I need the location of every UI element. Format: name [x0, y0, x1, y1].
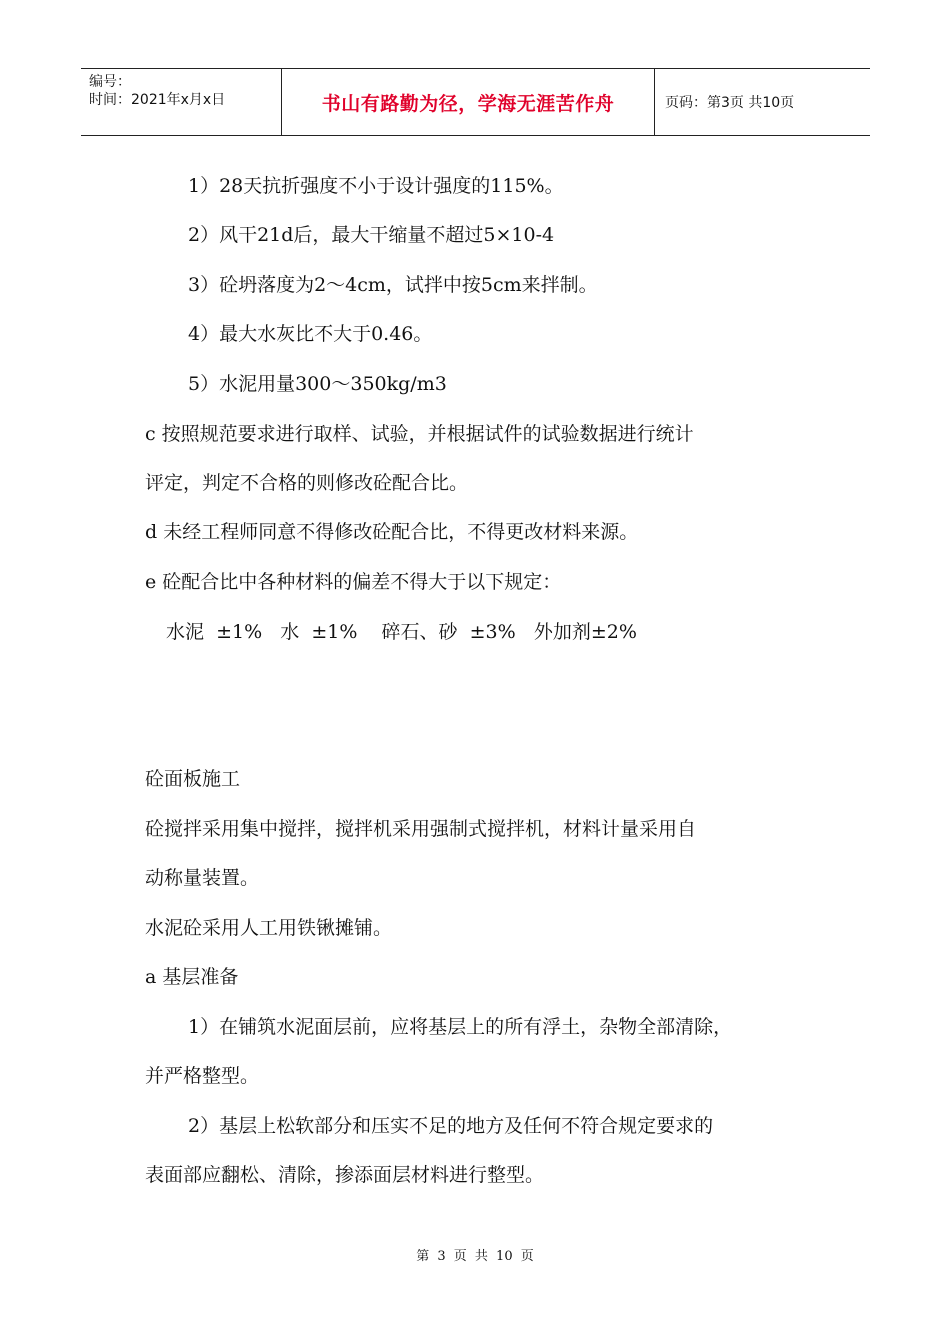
paragraph-d: d 未经工程师同意不得修改砼配合比，不得更改材料来源。 — [145, 521, 639, 543]
section-heading: 砼面板施工 — [145, 768, 241, 790]
paving-paragraph: 水泥砼采用人工用铁锹摊铺。 — [145, 917, 393, 939]
requirement-item-2: 2）风干21d后，最大干缩量不超过5×10-4 — [188, 224, 555, 246]
header-page-info: 页码：第3页 共10页 — [665, 95, 795, 111]
base-item-1-line-2: 并严格整型。 — [145, 1065, 260, 1087]
requirement-item-4: 4）最大水灰比不大于0.46。 — [188, 323, 433, 345]
requirement-item-1: 1）28天抗折强度不小于设计强度的115%。 — [188, 175, 564, 197]
document-number-label: 编号： — [89, 74, 131, 90]
paragraph-c-line-2: 评定，判定不合格的则修改砼配合比。 — [145, 472, 469, 494]
tolerance-line: 水泥 ±1% 水 ±1% 碎石、砂 ±3% 外加剂±2% — [166, 621, 637, 643]
document-date-label: 时间：2021年x月x日 — [89, 92, 226, 108]
mixing-paragraph-line-1: 砼搅拌采用集中搅拌，搅拌机采用强制式搅拌机，材料计量采用自 — [145, 818, 697, 840]
base-preparation-heading: a 基层准备 — [145, 966, 239, 988]
header-meta — [81, 69, 282, 135]
requirement-item-3: 3）砼坍落度为2～4cm，试拌中按5cm来拌制。 — [188, 274, 598, 296]
mixing-paragraph-line-2: 动称量装置。 — [145, 867, 260, 889]
page-header — [81, 68, 870, 136]
base-item-1-line-1: 1）在铺筑水泥面层前，应将基层上的所有浮土，杂物全部清除， — [188, 1016, 733, 1038]
requirement-item-5: 5）水泥用量300～350kg/m3 — [188, 373, 447, 395]
page-footer: 第 3 页 共 10 页 — [416, 1249, 534, 1264]
paragraph-c-line-1: c 按照规范要求进行取样、试验，并根据试件的试验数据进行统计 — [145, 423, 694, 445]
base-item-2-line-1: 2）基层上松软部分和压实不足的地方及任何不符合规定要求的 — [188, 1115, 714, 1137]
base-item-2-line-2: 表面部应翻松、清除，掺添面层材料进行整型。 — [145, 1164, 545, 1186]
paragraph-e: e 砼配合比中各种材料的偏差不得大于以下规定： — [145, 571, 562, 593]
header-motto: 书山有路勤为径，学海无涯苦作舟 — [282, 69, 655, 135]
